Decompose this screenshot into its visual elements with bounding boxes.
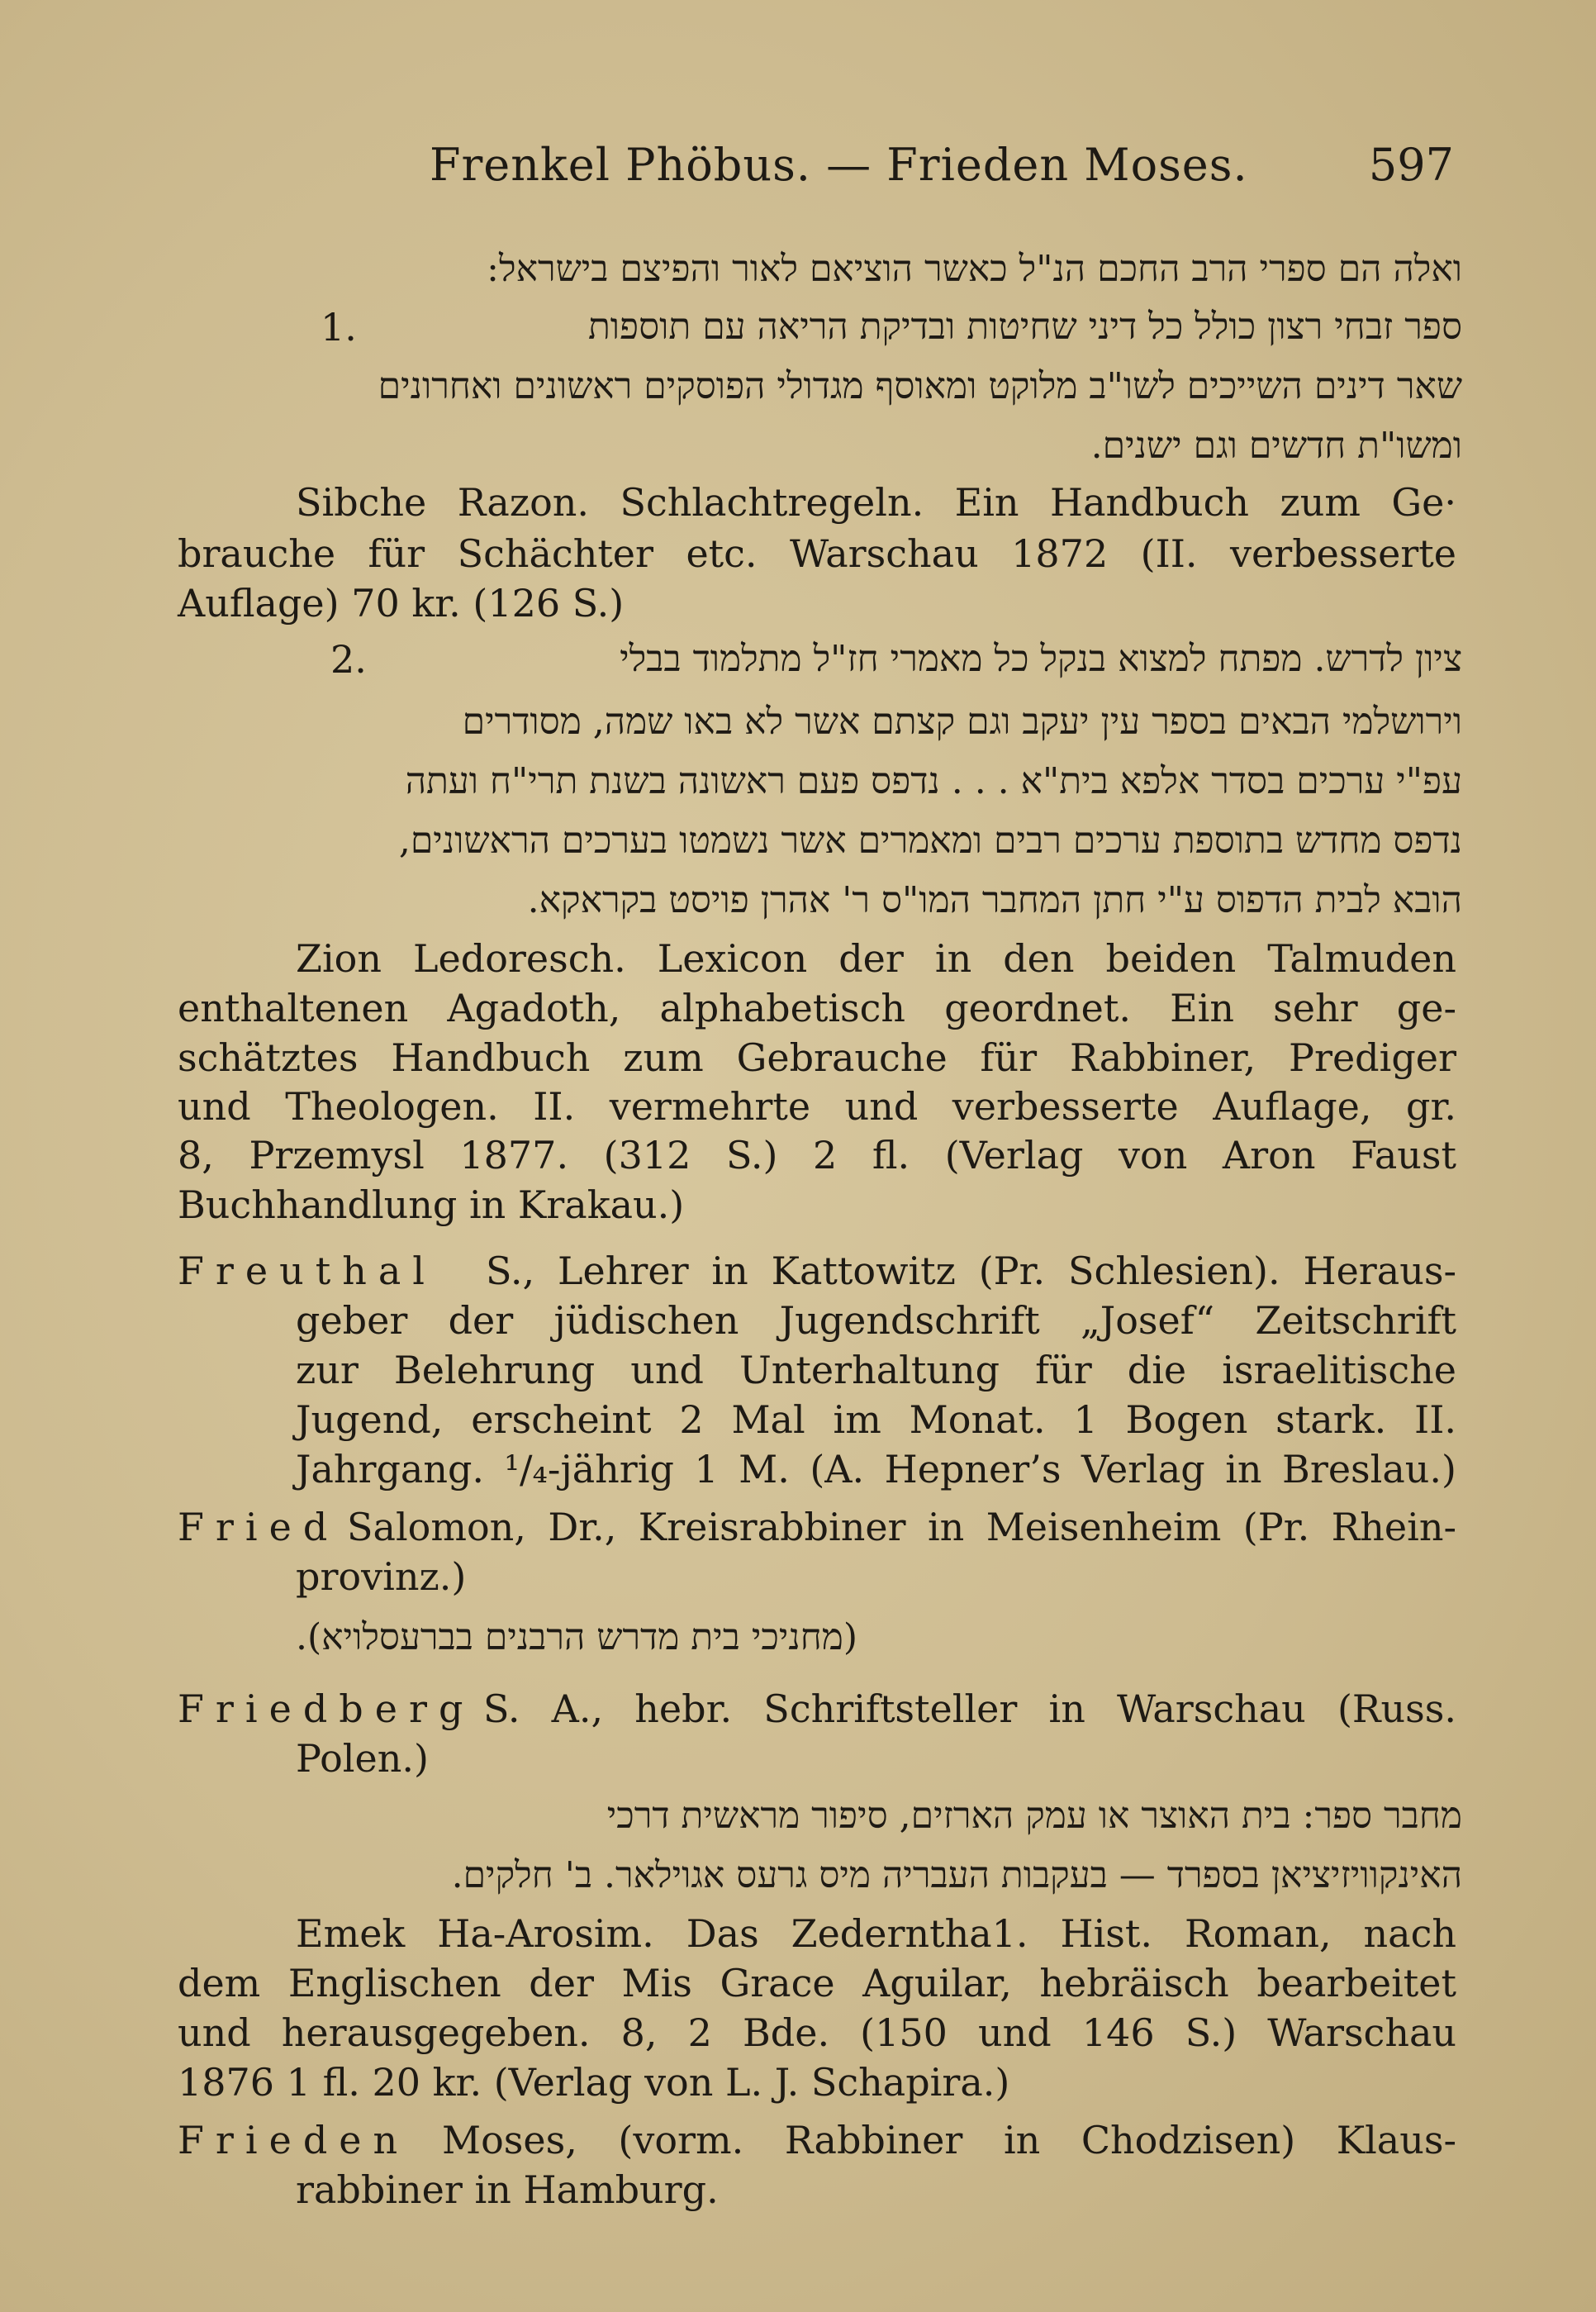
text-line: schätztes Handbuch zum Gebrauche für Rabbiner, Prediger (178, 1035, 1456, 1080)
hebrew-line: שאר דינים השייכים לשו"ב מלוקט ומאוסף מגדולי הפוסקים ראשונים ואחרונים (378, 365, 1462, 407)
header-title: Frenkel Phöbus. — Frieden Moses. (430, 139, 1248, 191)
text-line: S., Lehrer in Kattowitz (Pr. Schlesien). Heraus- (486, 1249, 1456, 1293)
page-number: 597 (1368, 139, 1454, 191)
text-line: Sibche Razon. Schlachtregeln. Ein Handbuch zum Ge· (296, 480, 1456, 525)
hebrew-line: נדפס מחדש בתוספת ערכים רבים ומאמרים אשר נשמטו בערכים הראשונים, (398, 820, 1462, 862)
hebrew-line: האינקוויזיציאן בספרד — בעקבות העבריה מיס גרעס אגוילאר. ב' חלקים. (451, 1854, 1462, 1896)
text-line: und herausgegeben. 8, 2 Bde. (150 und 146 S.) Warschau (178, 2010, 1456, 2055)
hebrew-line: עפ"י ערכים בסדר אלפא בית"א . . . נדפס פעם ראשונה בשנת תרי"ח ועתה (405, 760, 1462, 802)
hebrew-line: וירושלמי הבאים בספר עין יעקב וגם קצתם אשר לא באו שמה, מסודרים (462, 701, 1462, 743)
text-line: Jugend, erscheint 2 Mal im Monat. 1 Bogen stark. II. (296, 1397, 1456, 1442)
entry-name: Fried (178, 1505, 340, 1549)
hebrew-line: ספר זבחי רצון כולל כל דיני שחיטות ובדיקת הריאה עם תוספות (587, 306, 1462, 348)
hebrew-line: (מחניכי בית מדרש הרבנים בברעסלויא). (296, 1616, 858, 1658)
entry-number: 1. (321, 305, 357, 350)
text-line: und Theologen. II. vermehrte und verbesserte Auflage, gr. (178, 1084, 1456, 1129)
running-header (430, 139, 1454, 197)
text-line: brauche für Schächter etc. Warschau 1872 (II. verbesserte (178, 531, 1456, 576)
hebrew-line: ואלה הם ספרי הרב החכם הנ"ל כאשר הוציאם לאור והפיצם בישראל: (487, 248, 1462, 290)
text-line: rabbiner in Hamburg. (296, 2167, 719, 2212)
text-line: Moses, (vorm. Rabbiner in Chodzisen) Klaus- (442, 2118, 1456, 2162)
text-line: dem Englischen der Mis Grace Aguilar, hebräisch bearbeitet (178, 1961, 1456, 2005)
text-line: Polen.) (296, 1736, 429, 1781)
hebrew-line: הובא לבית הדפוס ע"י חתן המחבר המו"ס ר' אהרן פויסט בקראקא. (527, 879, 1462, 921)
text-line: enthaltenen Agadoth, alphabetisch geordnet. Ein sehr ge- (178, 986, 1456, 1030)
text-line: Zion Ledoresch. Lexicon der in den beiden Talmuden (296, 936, 1456, 981)
text-line: Auflage) 70 kr. (126 S.) (178, 581, 625, 626)
entry-name: Frieden (178, 2118, 410, 2162)
hebrew-line: מחבר ספר: בית האוצר או עמק הארזים, סיפור מראשית דרכי (606, 1795, 1462, 1837)
entry-name: Freuthal (178, 1249, 437, 1293)
text-line: S. A., hebr. Schriftsteller in Warschau (Russ. (483, 1686, 1456, 1731)
text-line: zur Belehrung und Unterhaltung für die israelitische (296, 1348, 1456, 1392)
text-line: 1876 1 fl. 20 kr. (Verlag von L. J. Schapira.) (178, 2060, 1010, 2105)
text-line: provinz.) (296, 1554, 467, 1599)
text-line: Jahrgang. ¹/₄-jährig 1 M. (A. Hepner’s Verlag in Breslau.) (296, 1447, 1456, 1491)
text-line: Emek Ha-Arosim. Das Zederntha1. Hist. Roman, nach (296, 1911, 1456, 1956)
text-line: 8, Przemysl 1877. (312 S.) 2 fl. (Verlag von Aron Faust (178, 1133, 1456, 1177)
text-line: Buchhandlung in Krakau.) (178, 1182, 685, 1227)
text-line: geber der jüdischen Jugendschrift „Josef“ Zeitschrift (296, 1298, 1456, 1343)
hebrew-line: ציון לדרש. מפתח למצוא בנקל כל מאמרי חז"ל מתלמוד בבלי (620, 638, 1462, 680)
hebrew-line: ומשו"ת חדשים וגם ישנים. (1090, 425, 1462, 467)
entry-number: 2. (330, 637, 367, 682)
text-line: Salomon, Dr., Kreisrabbiner in Meisenheim (Pr. Rhein- (347, 1505, 1456, 1549)
entry-name: Friedberg (178, 1686, 475, 1731)
